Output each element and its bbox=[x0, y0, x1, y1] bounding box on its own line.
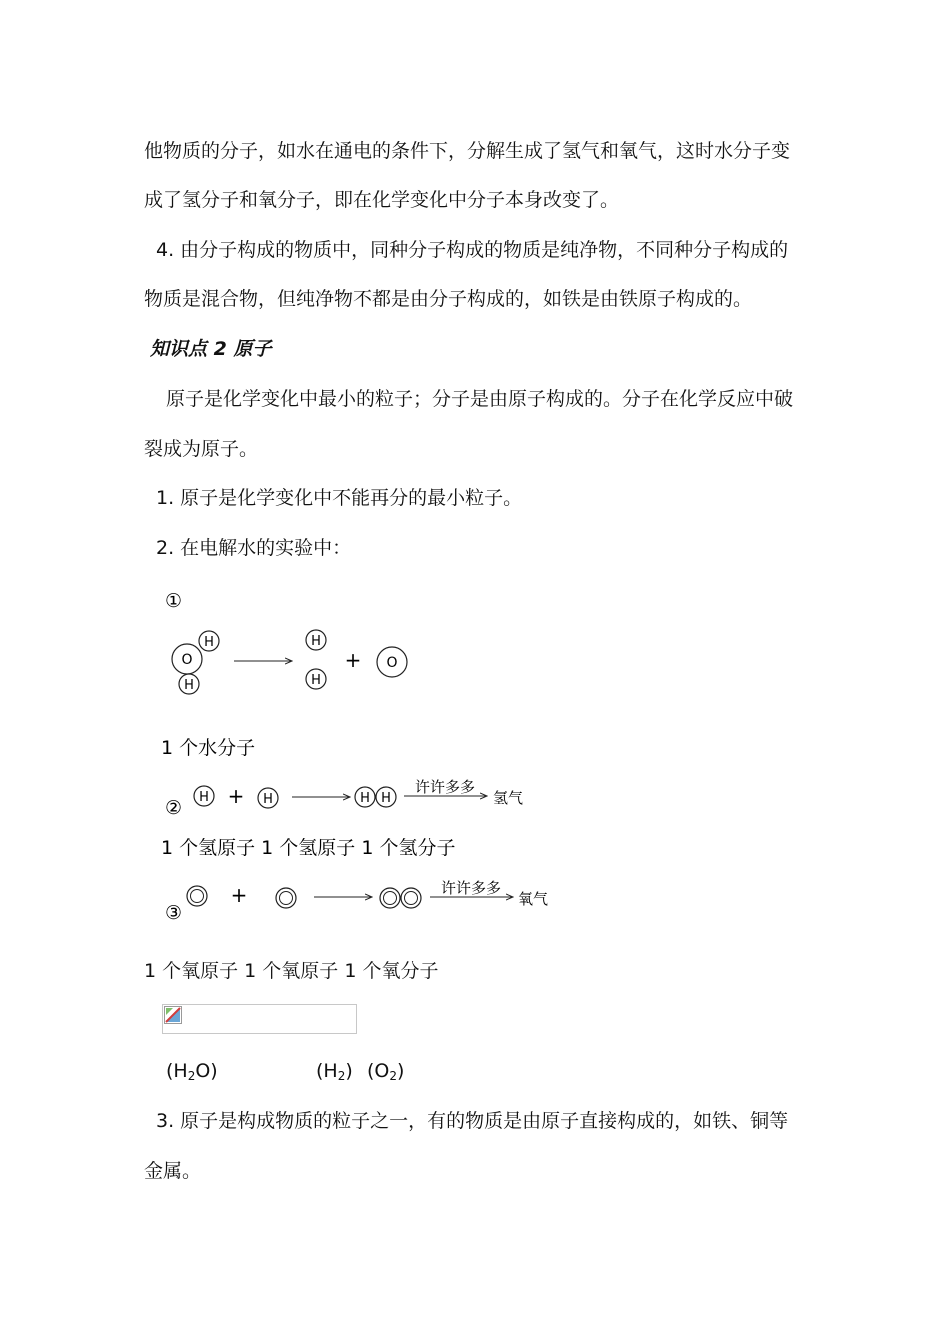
oxygen-atom bbox=[276, 888, 296, 908]
product-label: 氢气 bbox=[493, 789, 524, 807]
missing-image-placeholder bbox=[162, 1004, 357, 1034]
paragraph-line: 4. 由分子构成的物质中，同种分子构成的物质是纯净物，不同种分子构成的 bbox=[156, 239, 789, 261]
plus-sign: + bbox=[344, 648, 362, 672]
hydrogen-atom bbox=[194, 786, 214, 806]
formula-water: $(H_2O)$ bbox=[166, 1060, 218, 1083]
paragraph-line: 2. 在电解水的实验中： bbox=[156, 537, 352, 559]
diagram-caption: 1 个氧原子 1 个氧原子 1 个氧分子 bbox=[144, 960, 439, 982]
oxygen-molecule bbox=[380, 888, 421, 908]
hydrogen-atoms bbox=[306, 630, 326, 689]
step-marker: ② bbox=[165, 797, 183, 819]
atom-label: O bbox=[386, 655, 398, 671]
atom-label: H bbox=[360, 791, 370, 806]
paragraph-line: 他物质的分子，如水在通电的条件下，分解生成了氢气和氧气，这时水分子变 bbox=[144, 140, 791, 162]
atom-label: H bbox=[311, 673, 321, 688]
paragraph-line: 裂成为原子。 bbox=[144, 438, 259, 460]
paragraph-line: 物质是混合物，但纯净物不都是由分子构成的，如铁是由铁原子构成的。 bbox=[144, 288, 753, 310]
diagram-caption: 1 个氢原子 1 个氢原子 1 个氢分子 bbox=[161, 837, 456, 859]
arrow-label: 许许多多 bbox=[415, 778, 476, 796]
atom-label: H bbox=[204, 635, 214, 650]
hydrogen-atom bbox=[258, 788, 278, 808]
paragraph-line: 1. 原子是化学变化中不能再分的最小粒子。 bbox=[156, 487, 523, 509]
formula-hydrogen: $(H_2)$ bbox=[316, 1060, 353, 1083]
formula-oxygen: $(O_2)$ bbox=[367, 1060, 405, 1083]
plus-sign: + bbox=[227, 784, 245, 808]
atom-label: H bbox=[199, 790, 209, 805]
atom-label: H bbox=[381, 791, 391, 806]
paragraph-line: 3. 原子是构成物质的粒子之一，有的物质是由原子直接构成的，如铁、铜等 bbox=[156, 1110, 789, 1132]
arrow-label: 许许多多 bbox=[441, 879, 502, 897]
paragraph-line: 金属。 bbox=[144, 1160, 202, 1182]
water-molecule bbox=[172, 631, 219, 694]
broken-image-icon bbox=[164, 1006, 182, 1024]
oxygen-atom bbox=[187, 886, 207, 906]
step-marker: ③ bbox=[165, 902, 183, 924]
atom-label: H bbox=[311, 634, 321, 649]
atom-label: H bbox=[263, 792, 273, 807]
section-heading: 知识点 2 原子 bbox=[150, 338, 272, 360]
paragraph-line: 成了氢分子和氧分子，即在化学变化中分子本身改变了。 bbox=[144, 189, 620, 211]
product-label: 氧气 bbox=[518, 890, 549, 908]
atom-label: O bbox=[181, 652, 193, 668]
hydrogen-molecule bbox=[355, 787, 396, 807]
diagram-caption: 1 个水分子 bbox=[161, 737, 256, 759]
atom-label: H bbox=[184, 678, 194, 693]
oxygen-atom bbox=[377, 647, 407, 677]
plus-sign: + bbox=[230, 883, 248, 907]
step-marker: ① bbox=[165, 590, 183, 612]
paragraph-line: 原子是化学变化中最小的粒子；分子是由原子构成的。分子在化学反应中破 bbox=[166, 388, 794, 410]
